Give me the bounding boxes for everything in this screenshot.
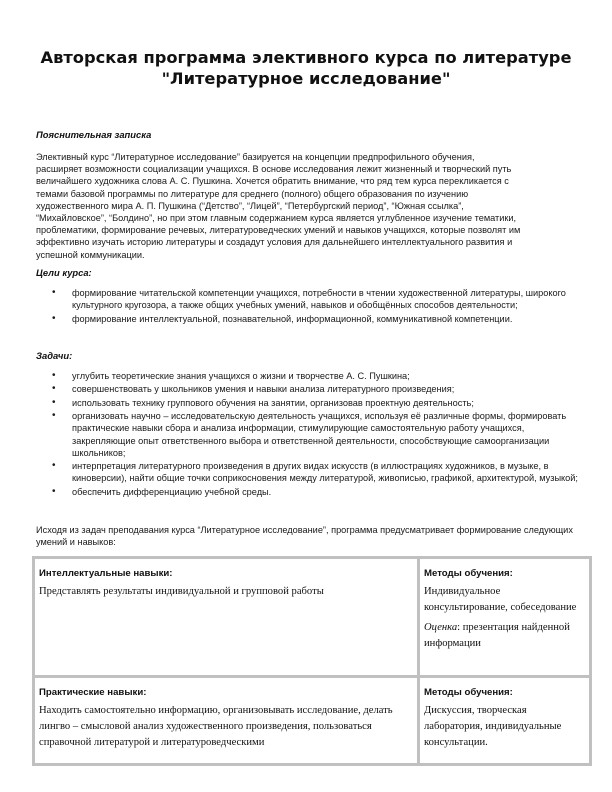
paragraph-line: эффективно изучать историю литературы и создадут условия для дальнейшего интеллектуального развития и: [36, 237, 513, 248]
skills-intro-paragraph: Исходя из задач преподавания курса “Литературное исследование”, программа предусматривает формирование следующих умений и навыков:: [36, 525, 573, 548]
cell-text: Дискуссия, творческая лаборатория, индивидуальные консультации.: [424, 705, 562, 748]
paragraph-line: расширяет возможности социализации учащихся. В основе исследования лежит жизненный и творческий путь: [36, 164, 512, 175]
task-item: • организовать научно – исследовательскую деятельность учащихся, используя её различные формы, формировать практические навыки сбора и анализа информации, стимулирующие самостоятельную работу учащихся, закрепляющие опыт ответственного выбора и ответственной деятельности, способствующие самоорганизации школьников;: [36, 410, 581, 459]
paragraph-line: успешной коммуникации.: [36, 249, 145, 260]
task-item: • совершенствовать у школьников умения и навыки анализа литературного произведения;: [36, 383, 581, 395]
title-line-1: Авторская программа элективного курса по литературе: [40, 48, 572, 67]
cell-heading: Практические навыки:: [39, 687, 147, 698]
tasks-list: [36, 370, 581, 499]
practical-skills-cell: [35, 678, 420, 763]
goal-item: • формирование читательской компетенции учащихся, потребности в чтении художественной литературы, широкого культурного кругозора, а также общих учебных умений, навыков и обобщённых способов деятельности;: [36, 287, 581, 311]
goals-list: [36, 287, 581, 326]
goal-item: • формирование интеллектуальной, познавательной, информационной, коммуникативной компетенции.: [36, 313, 581, 325]
teaching-methods-cell: [420, 559, 589, 678]
cell-text: Находить самостоятельно информацию, организовывать исследование, делать лингво – смысловой анализ художественного произведения, пользоваться справочной литературой и литературоведческими: [39, 705, 393, 748]
goals-heading: Цели курса:: [36, 267, 92, 278]
tasks-heading: Задачи:: [36, 350, 73, 361]
evaluation-label: Оценка: [424, 622, 458, 633]
cell-heading: Методы обучения:: [424, 687, 513, 698]
intellectual-skills-cell: [35, 559, 420, 678]
title-line-2: "Литературное исследование": [161, 69, 451, 88]
task-item: • использовать технику группового обучения на занятии, организовав проектную деятельность;: [36, 397, 581, 409]
table-row: [35, 678, 589, 763]
table-row: [35, 559, 589, 678]
paragraph-line: проблематики, формирование речевых, литературоведческих умений и навыков учащихся, которые позволят им: [36, 225, 521, 236]
evaluation-value: : презентация найденной информации: [424, 622, 570, 649]
paragraph-line: темами базовой программы по литературе для среднего (полного) общего образования по изучению: [36, 188, 469, 199]
paragraph-line: Элективный курс “Литературное исследование” базируется на концепции предпрофильного обучения,: [36, 152, 475, 162]
task-item: • обеспечить дифференциацию учебной среды.: [36, 486, 581, 498]
task-item: • интерпретация литературного произведения в других видах искусств (в иллюстрациях художников, в музыке, в киноверсии), найти общие точки соприкосновения между литературой, живописью, графикой, архитектурой, музыкой;: [36, 460, 581, 484]
cell-text: Представлять результаты индивидуальной и групповой работы: [39, 586, 324, 597]
skills-table: [32, 556, 592, 766]
document-title: [0, 47, 612, 89]
teaching-methods-cell: [420, 678, 589, 763]
task-item: • углубить теоретические знания учащихся о жизни и творчестве А. С. Пушкина;: [36, 370, 581, 382]
cell-heading: Методы обучения:: [424, 568, 513, 579]
paragraph-line: “Михайловское”, “Болдино”, но при этом главным содержанием курса является углубленное изучение тематики,: [36, 213, 517, 224]
paragraph-line: художественного мира А. П. Пушкина (“Детство”, “Лицей”, “Петербургский период”, “Южная ссылка”,: [36, 200, 464, 211]
cell-heading: Интеллектуальные навыки:: [39, 568, 173, 579]
evaluation-text: [424, 620, 583, 652]
cell-text: Индивидуальное консультирование, собеседование: [424, 586, 577, 613]
explanatory-note-heading: Пояснительная записка: [36, 129, 152, 140]
explanatory-note-paragraph: [36, 151, 581, 261]
paragraph-line: величайшего художника слова А. С. Пушкина. Хочется обратить внимание, что ряд тем курса перекликается с: [36, 176, 509, 187]
